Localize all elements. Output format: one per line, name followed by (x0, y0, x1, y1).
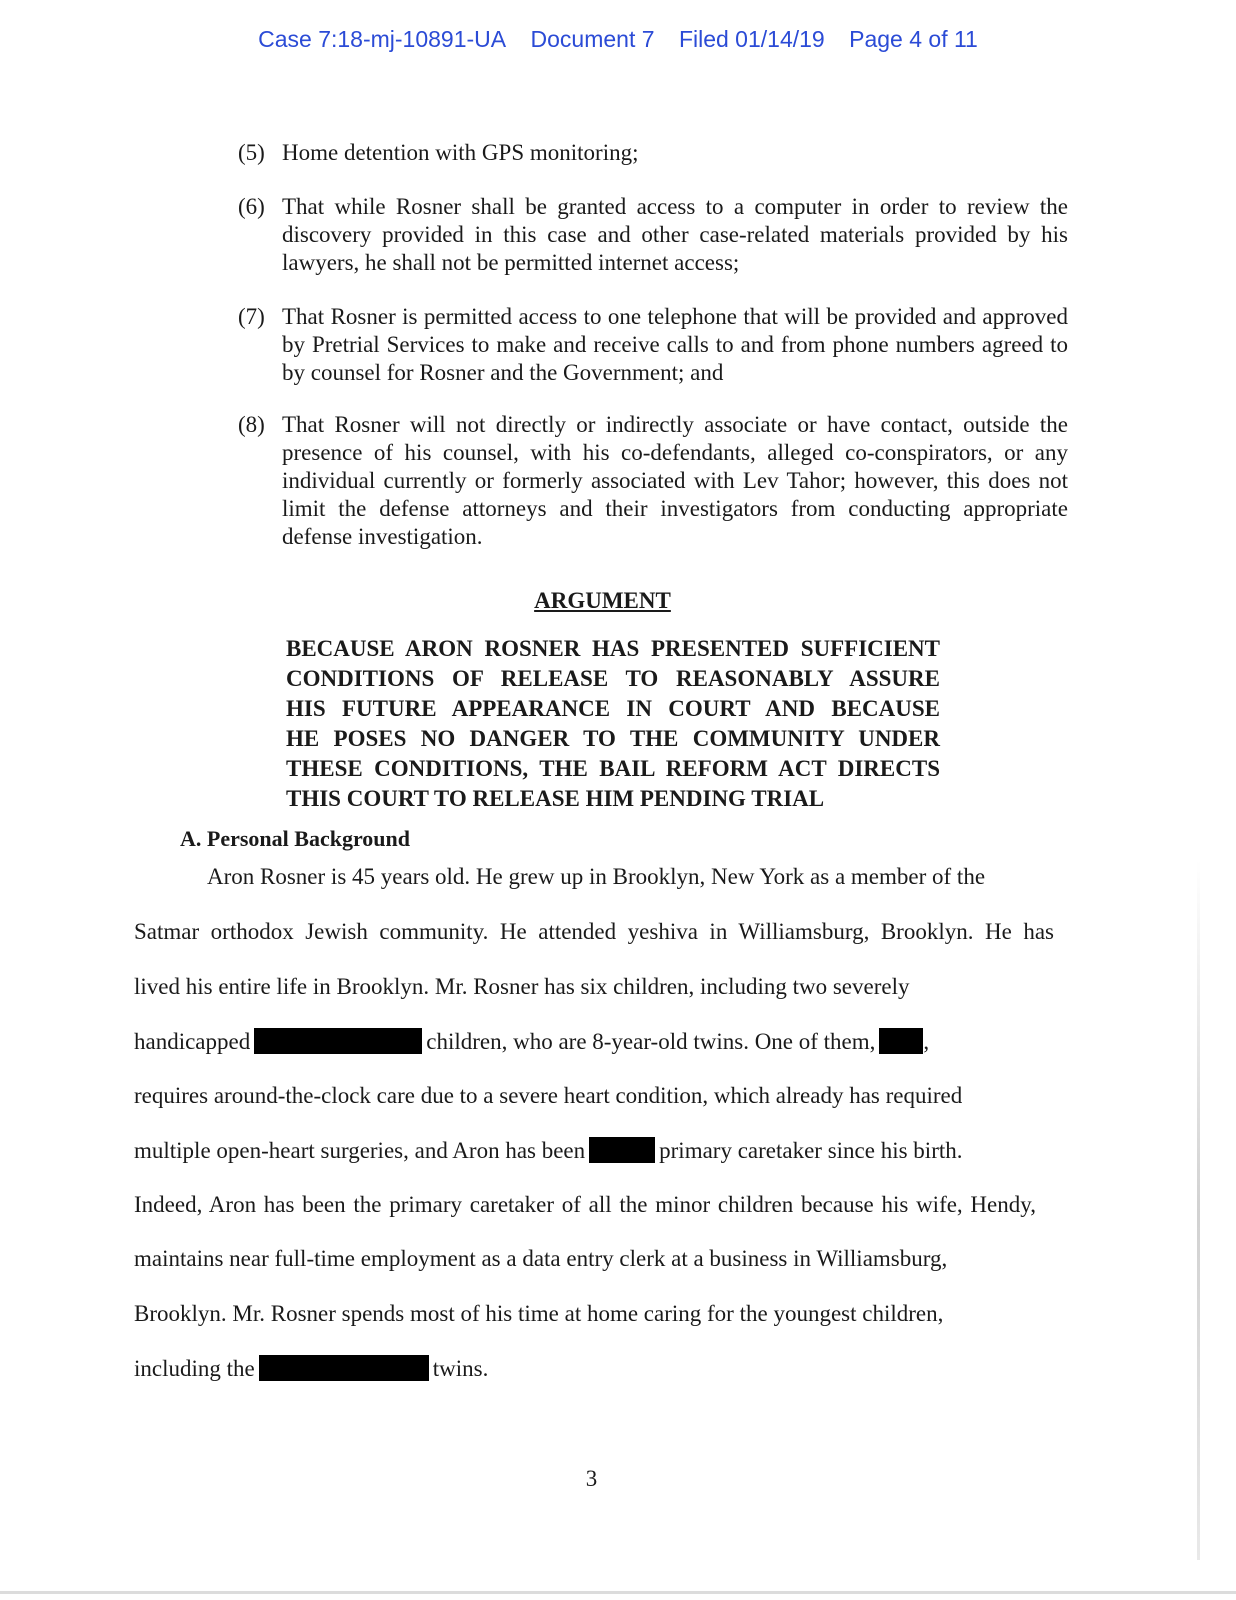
line-text: children, who are 8-year-old twins. One of them, (426, 1029, 876, 1054)
redaction-block (879, 1028, 923, 1054)
paragraph-line: Indeed, Aron has been the primary caretaker of all the minor children because his wife, Hendy, (134, 1192, 1036, 1217)
page-number: 3 (585, 1466, 598, 1491)
heading-line: BECAUSE ARON ROSNER HAS PRESENTED SUFFICIENT (286, 636, 940, 661)
heading-line: THESE CONDITIONS, THE BAIL REFORM ACT DIRECTS (286, 756, 940, 781)
line-text: twins. (432, 1356, 489, 1381)
condition-item (238, 411, 1068, 551)
condition-number: (5) (238, 140, 265, 165)
argument-heading (286, 634, 940, 814)
case-number: Case 7:18-mj-10891-UA (258, 26, 507, 52)
scan-edge-shadow (1197, 860, 1200, 1560)
condition-item (238, 139, 1068, 167)
paragraph-line (134, 1355, 488, 1382)
scan-bottom-edge (0, 1591, 1236, 1594)
document-number: Document 7 (530, 26, 655, 52)
heading-line: HIS FUTURE APPEARANCE IN COURT AND BECAUSE (286, 696, 940, 721)
heading-line: THIS COURT TO RELEASE HIM PENDING TRIAL (286, 786, 825, 811)
filed-date: Filed 01/14/19 (678, 26, 825, 52)
condition-item (238, 303, 1068, 387)
condition-text: That Rosner is permitted access to one telephone that will be provided and approved by Pretrial Services to make and receive calls to and from phone numbers agreed to by counsel for Rosner and the Government; and (282, 304, 1068, 385)
condition-text: That Rosner will not directly or indirectly associate or have contact, outside the presence of his counsel, with his co-defendants, alleged co-conspirators, or any individual currently or formerly associated with Lev Tahor; however, this does not limit the defense attorneys and their investigators from conducting appropriate defense investigation. (282, 412, 1068, 549)
paragraph-line: lived his entire life in Brooklyn. Mr. Rosner has six children, including two severely (134, 974, 910, 999)
redaction-block (589, 1137, 655, 1163)
page-indicator: Page 4 of 11 (849, 26, 978, 52)
heading-line: CONDITIONS OF RELEASE TO REASONABLY ASSURE (286, 666, 940, 691)
condition-number: (8) (238, 412, 265, 437)
condition-text: Home detention with GPS monitoring; (282, 140, 639, 165)
condition-number: (6) (238, 194, 265, 219)
section-subheading: A. Personal Background (180, 826, 411, 851)
condition-text: That while Rosner shall be granted access to a computer in order to review the discovery provided in this case and other case-related materials provided by his lawyers, he shall not be permitted internet access; (282, 194, 1068, 275)
line-text: handicapped (134, 1029, 251, 1054)
paragraph-line (134, 1137, 963, 1164)
argument-title: ARGUMENT (534, 588, 671, 613)
paragraph-line: Aron Rosner is 45 years old. He grew up in Brooklyn, New York as a member of the (207, 864, 986, 889)
line-text: multiple open-heart surgeries, and Aron has been (134, 1138, 586, 1163)
redaction-block (259, 1355, 429, 1381)
paragraph-line: requires around-the-clock care due to a severe heart condition, which already has required (134, 1083, 963, 1108)
paragraph-line (134, 1028, 929, 1055)
line-text: primary caretaker since his birth. (659, 1138, 963, 1163)
case-header (0, 26, 1236, 53)
condition-item (238, 193, 1068, 277)
condition-number: (7) (238, 304, 265, 329)
paragraph-line: Satmar orthodox Jewish community. He attended yeshiva in Williamsburg, Brooklyn. He has (134, 919, 1054, 944)
redaction-block (254, 1028, 422, 1054)
paragraph-line: maintains near full-time employment as a data entry clerk at a business in Williamsburg, (134, 1246, 948, 1271)
line-text: , (923, 1029, 930, 1054)
line-text: including the (134, 1356, 255, 1381)
paragraph-line: Brooklyn. Mr. Rosner spends most of his time at home caring for the youngest children, (134, 1301, 944, 1326)
heading-line: HE POSES NO DANGER TO THE COMMUNITY UNDER (286, 726, 940, 751)
